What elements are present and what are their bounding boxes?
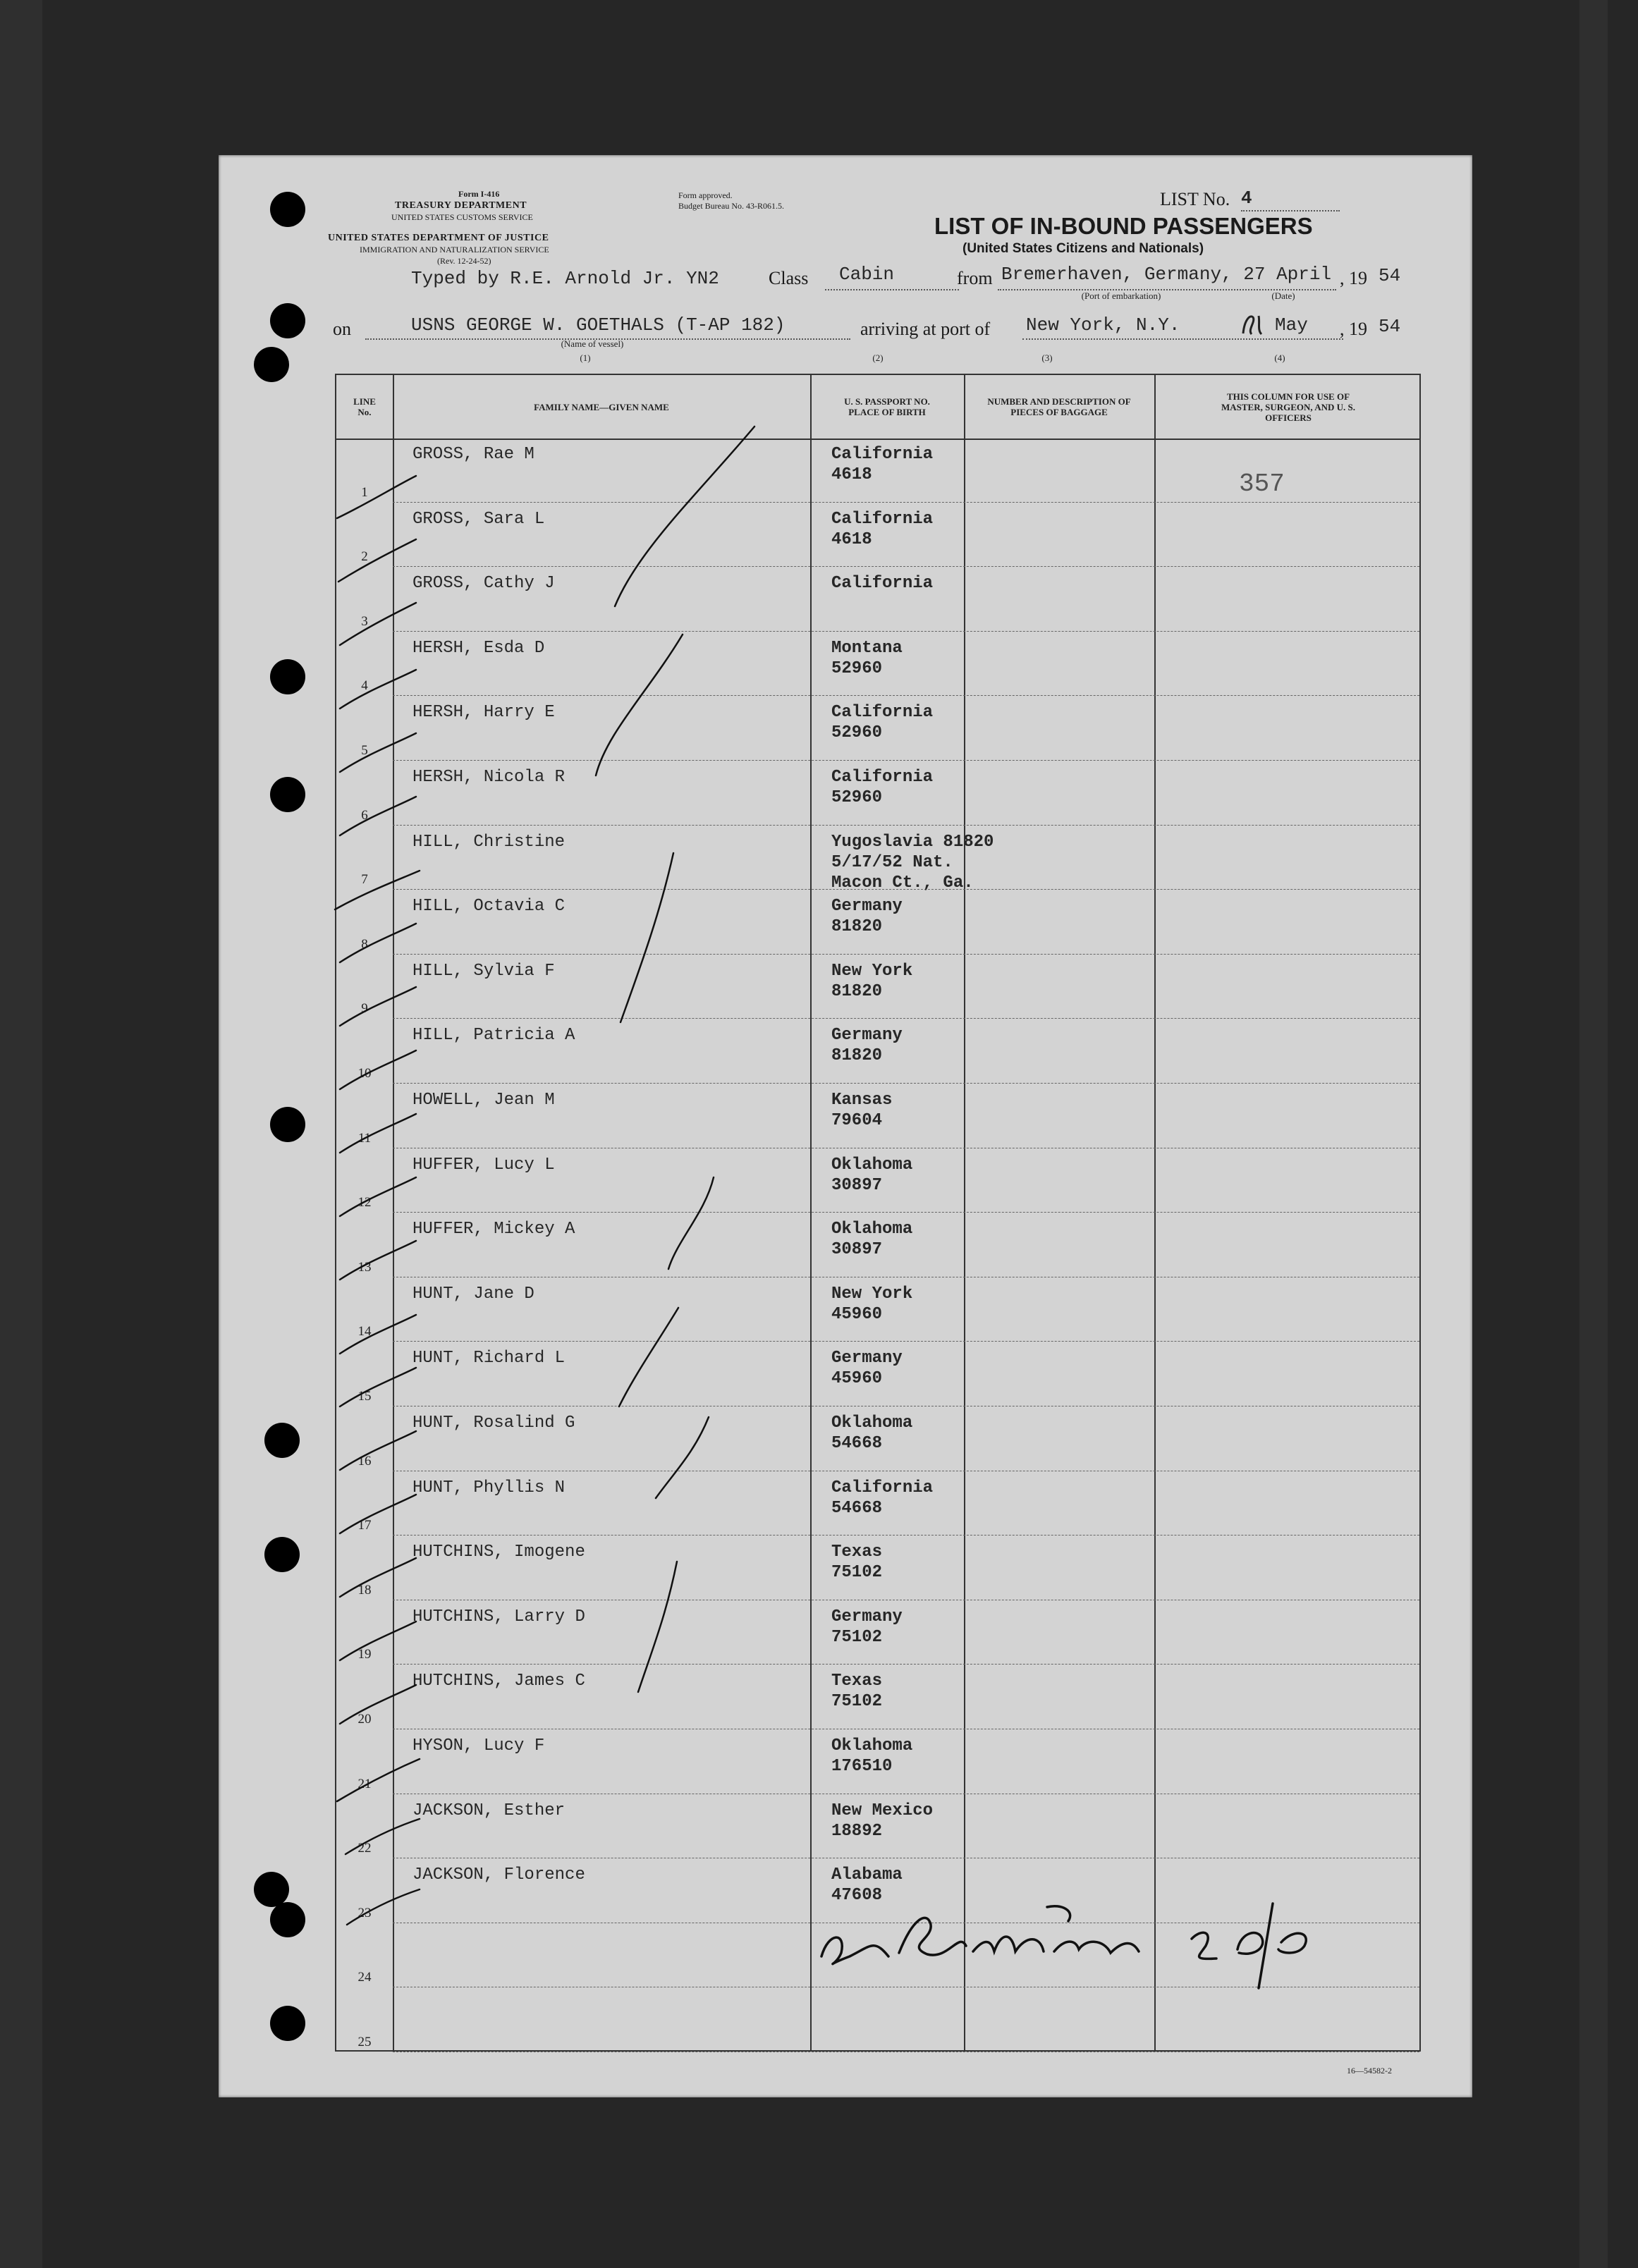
place-of-birth: California [831, 703, 934, 723]
passport-number: 52960 [831, 788, 883, 807]
passport-number: 81820 [831, 917, 883, 937]
year-prefix: , 19 [1340, 268, 1367, 288]
place-of-birth: Germany [831, 1026, 903, 1046]
place-of-birth: Oklahoma [831, 1736, 913, 1755]
place-of-birth: New Mexico [831, 1801, 934, 1820]
date-caption: (Date) [1271, 290, 1295, 301]
passenger-name: HUTCHINS, Imogene [412, 1543, 585, 1562]
col-num-4: (4) [1274, 353, 1285, 363]
class-value: Cabin [839, 264, 895, 285]
passport-number: 81820 [831, 981, 883, 1001]
col-header-passport: U. S. PASSPORT NO. PLACE OF BIRTH [844, 396, 930, 417]
passenger-name: HYSON, Lucy F [412, 1736, 545, 1755]
place-of-birth: Oklahoma [831, 1220, 913, 1239]
year2-prefix: , 19 [1340, 319, 1367, 339]
passport-number: 54668 [831, 1434, 883, 1453]
treasury-dept: TREASURY DEPARTMENT [395, 200, 527, 211]
officer-note: 357 [1239, 470, 1285, 498]
passenger-name: HERSH, Nicola R [412, 768, 566, 787]
line-number: 3 [361, 613, 368, 629]
ins-service: IMMIGRATION AND NATURALIZATION SERVICE [360, 245, 549, 255]
list-number-label: LIST No. [1160, 189, 1230, 209]
passenger-name: HILL, Octavia C [412, 897, 566, 917]
place-of-birth: Germany [831, 1607, 903, 1626]
form-revision: (Rev. 12-24-52) [437, 256, 491, 266]
passenger-name: JACKSON, Esther [412, 1801, 566, 1820]
place-of-birth: California [831, 574, 934, 594]
passport-number: 45960 [831, 1369, 883, 1389]
place-of-birth: Yugoslavia 81820 [831, 832, 994, 852]
line-number: 5 [361, 743, 368, 758]
passport-number: 81820 [831, 1046, 883, 1066]
place-of-birth: Alabama [831, 1865, 903, 1885]
line-number: 4 [361, 678, 368, 694]
passport-number: 47608 [831, 1886, 883, 1906]
class-label: Class [769, 268, 809, 288]
line-number: 19 [357, 1647, 372, 1662]
line-number: 21 [357, 1776, 372, 1791]
col-header-baggage: NUMBER AND DESCRIPTION OF PIECES OF BAGGAGE [987, 396, 1131, 417]
line-number: 23 [357, 1905, 372, 1920]
place-of-birth: Germany [831, 897, 903, 917]
place-of-birth: New York [831, 1284, 913, 1304]
naturalization-note: Macon Ct., Ga. [831, 873, 974, 893]
col-header-name: FAMILY NAME—GIVEN NAME [534, 401, 669, 412]
passport-number: 176510 [831, 1757, 893, 1776]
year2-value: 54 [1379, 316, 1401, 337]
col-header-line-no: LINE No. [353, 396, 376, 417]
passport-number: 75102 [831, 1627, 883, 1647]
place-of-birth: California [831, 445, 934, 464]
vessel-name: USNS GEORGE W. GOETHALS (T-AP 182) [411, 314, 786, 336]
place-of-birth: Germany [831, 1349, 903, 1368]
passenger-name: GROSS, Sara L [412, 509, 545, 529]
line-number: 25 [357, 2035, 372, 2049]
on-label: on [333, 319, 351, 339]
justice-dept: UNITED STATES DEPARTMENT OF JUSTICE [328, 233, 549, 243]
passport-number: 4618 [831, 529, 872, 549]
place-of-birth: New York [831, 961, 913, 981]
passenger-name: HUTCHINS, James C [412, 1672, 585, 1691]
from-value: Bremerhaven, Germany, 27 April [1001, 264, 1332, 285]
passenger-name: HUNT, Rosalind G [412, 1414, 575, 1433]
line-number: 18 [357, 1582, 372, 1598]
form-footer-code: 16—54582-2 [1347, 2066, 1392, 2076]
year-value: 54 [1379, 265, 1401, 286]
page-subtitle: (United States Citizens and Nationals) [962, 241, 1204, 256]
passenger-name: JACKSON, Florence [412, 1865, 585, 1885]
arrival-port: New York, N.Y. [1026, 314, 1180, 336]
line-number: 22 [357, 1841, 372, 1856]
vessel-caption: (Name of vessel) [561, 338, 624, 349]
line-number: 2 [361, 549, 368, 565]
officer-signature [807, 1889, 1315, 1995]
passport-number: 54668 [831, 1498, 883, 1518]
passenger-name: HUNT, Jane D [412, 1284, 534, 1304]
typed-by: Typed by R.E. Arnold Jr. YN2 [411, 268, 719, 289]
form-number: Form I-416 [458, 189, 500, 199]
line-number: 15 [357, 1389, 372, 1404]
passenger-name: HUNT, Phyllis N [412, 1478, 566, 1497]
line-number: 14 [357, 1324, 372, 1340]
list-number-value: 4 [1241, 188, 1252, 209]
passenger-name: HUFFER, Mickey A [412, 1220, 575, 1239]
page-title: LIST OF IN-BOUND PASSENGERS [934, 213, 1313, 239]
place-of-birth: Montana [831, 638, 903, 658]
passenger-name: HUTCHINS, Larry D [412, 1607, 585, 1626]
line-number: 6 [361, 807, 368, 823]
budget-bureau: Budget Bureau No. 43-R061.5. [678, 201, 784, 211]
line-number: 17 [357, 1518, 372, 1533]
line-number: 13 [357, 1259, 372, 1275]
col-header-officers: THIS COLUMN FOR USE OF MASTER, SURGEON, AND U. S. OFFICERS [1221, 391, 1355, 423]
passenger-name: HILL, Christine [412, 832, 566, 852]
place-of-birth: California [831, 768, 934, 787]
arrival-date: May [1275, 314, 1308, 336]
place-of-birth: California [831, 509, 934, 529]
port-caption: (Port of embarkation) [1081, 290, 1161, 301]
form-approved: Form approved. [678, 190, 733, 200]
passenger-name: HOWELL, Jean M [412, 1091, 555, 1110]
line-number: 12 [357, 1195, 372, 1210]
passport-number: 45960 [831, 1304, 883, 1324]
passport-number: 18892 [831, 1821, 883, 1841]
col-num-2: (2) [872, 353, 884, 363]
passport-number: 30897 [831, 1175, 883, 1195]
col-num-1: (1) [580, 353, 591, 363]
passport-number: 5/17/52 Nat. [831, 852, 953, 872]
line-number: 20 [357, 1712, 372, 1727]
passenger-name: HUFFER, Lucy L [412, 1155, 555, 1175]
passport-number: 52960 [831, 723, 883, 743]
passport-number: 4618 [831, 465, 872, 484]
passenger-name: HERSH, Esda D [412, 638, 545, 658]
arriving-label: arriving at port of [860, 319, 991, 339]
place-of-birth: Texas [831, 1672, 883, 1691]
line-number: 8 [361, 936, 368, 952]
line-number: 9 [361, 1001, 368, 1017]
passenger-name: GROSS, Rae M [412, 445, 534, 464]
passport-number: 52960 [831, 658, 883, 678]
passenger-name: GROSS, Cathy J [412, 574, 555, 594]
place-of-birth: Texas [831, 1543, 883, 1562]
passenger-name: HILL, Patricia A [412, 1026, 575, 1046]
line-number: 7 [361, 872, 368, 888]
col-num-3: (3) [1041, 353, 1053, 363]
passport-number: 30897 [831, 1240, 883, 1260]
line-number: 24 [357, 1970, 372, 1985]
line-number: 11 [357, 1130, 372, 1146]
place-of-birth: Oklahoma [831, 1414, 913, 1433]
line-number: 16 [357, 1453, 372, 1469]
passenger-name: HUNT, Richard L [412, 1349, 566, 1368]
passport-number: 75102 [831, 1563, 883, 1583]
place-of-birth: Oklahoma [831, 1155, 913, 1175]
from-label: from [957, 268, 993, 288]
passport-number: 79604 [831, 1111, 883, 1130]
line-number: 1 [361, 484, 368, 500]
line-number: 10 [357, 1066, 372, 1081]
passenger-name: HILL, Sylvia F [412, 961, 555, 981]
place-of-birth: California [831, 1478, 934, 1497]
place-of-birth: Kansas [831, 1091, 893, 1110]
passport-number: 75102 [831, 1692, 883, 1712]
customs-service: UNITED STATES CUSTOMS SERVICE [391, 212, 533, 222]
passenger-name: HERSH, Harry E [412, 703, 555, 723]
